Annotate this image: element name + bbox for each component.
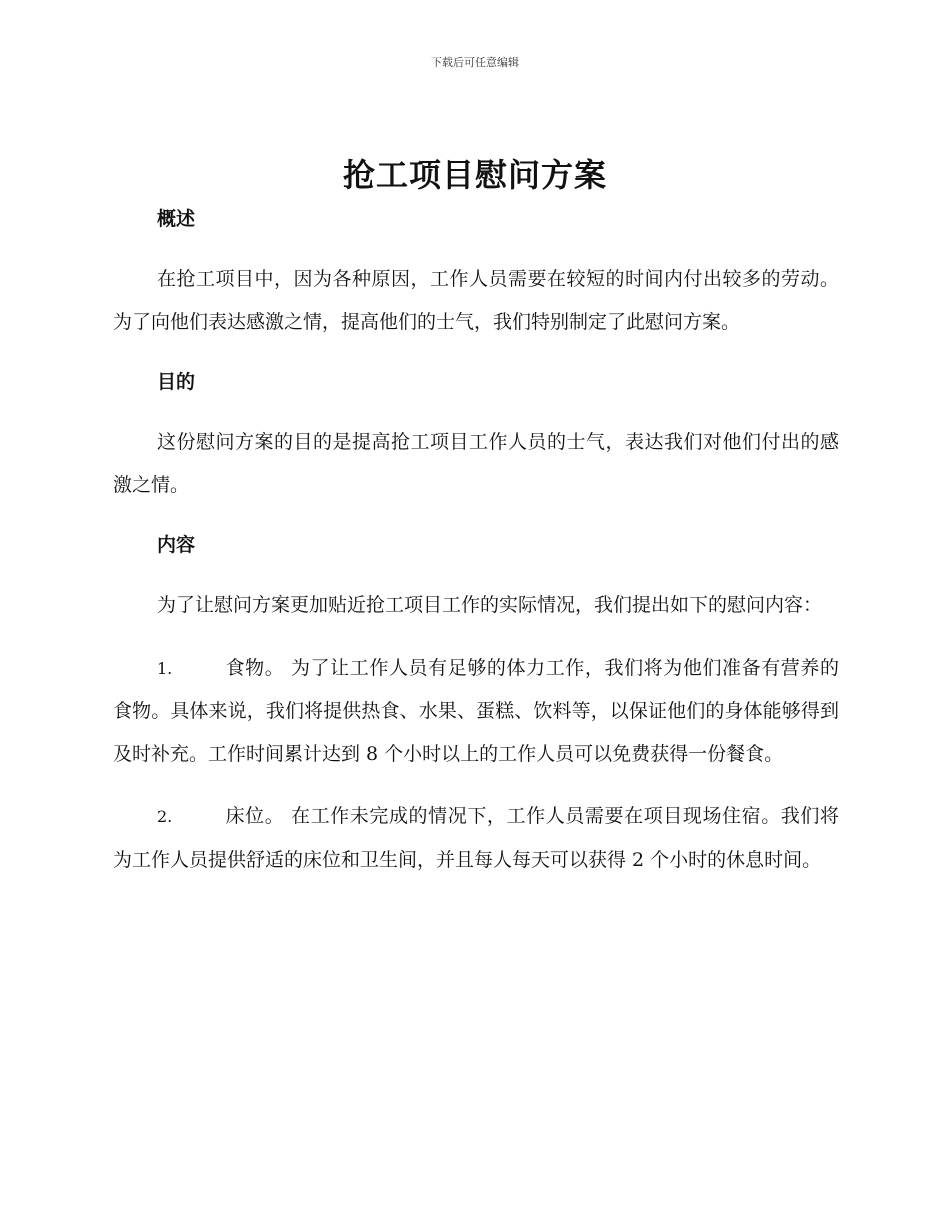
list-item [113,647,839,776]
list-item-number: 2. [157,807,173,826]
list-item-number: 1. [157,658,173,678]
section-heading: 内容 [157,534,196,556]
section-content [113,526,839,881]
section-paragraph: 为了让慰问方案更加贴近抢工项目工作的实际情况，我们提出如下的慰问内容： [157,594,823,616]
list-item-text: 床位。 在工作未完成的情况下，工作人员需要在项目现场住宿。我们将为工作人员提供舒适的床位和卫生间，并且每人每天可以获得 2 个小时的休息时间。 [113,805,839,871]
document-body [113,200,839,901]
page-title: 抢工项目慰问方案 [342,156,607,194]
list-item [113,795,839,881]
section-heading: 目的 [157,371,196,393]
section-overview [113,200,839,343]
header-note: 下载后可任意编辑 [431,56,519,69]
section-paragraph: 在抢工项目中，因为各种原因，工作人员需要在较短的时间内付出较多的劳动。为了向他们表达感激之情，提高他们的士气，我们特别制定了此慰问方案。 [113,268,839,333]
list-item-text: 食物。 为了让工作人员有足够的体力工作，我们将为他们准备有营养的食物。具体来说，我们将提供热食、水果、蛋糕、饮料等，以保证他们的身体能够得到及时补充。工作时间累计达到 8 个小时以上的工作人员可以免费获得一份餐食。 [113,656,839,765]
section-paragraph: 这份慰问方案的目的是提高抢工项目工作人员的士气，表达我们对他们付出的感激之情。 [113,431,839,496]
section-heading: 概述 [157,208,196,230]
section-purpose [113,363,839,506]
